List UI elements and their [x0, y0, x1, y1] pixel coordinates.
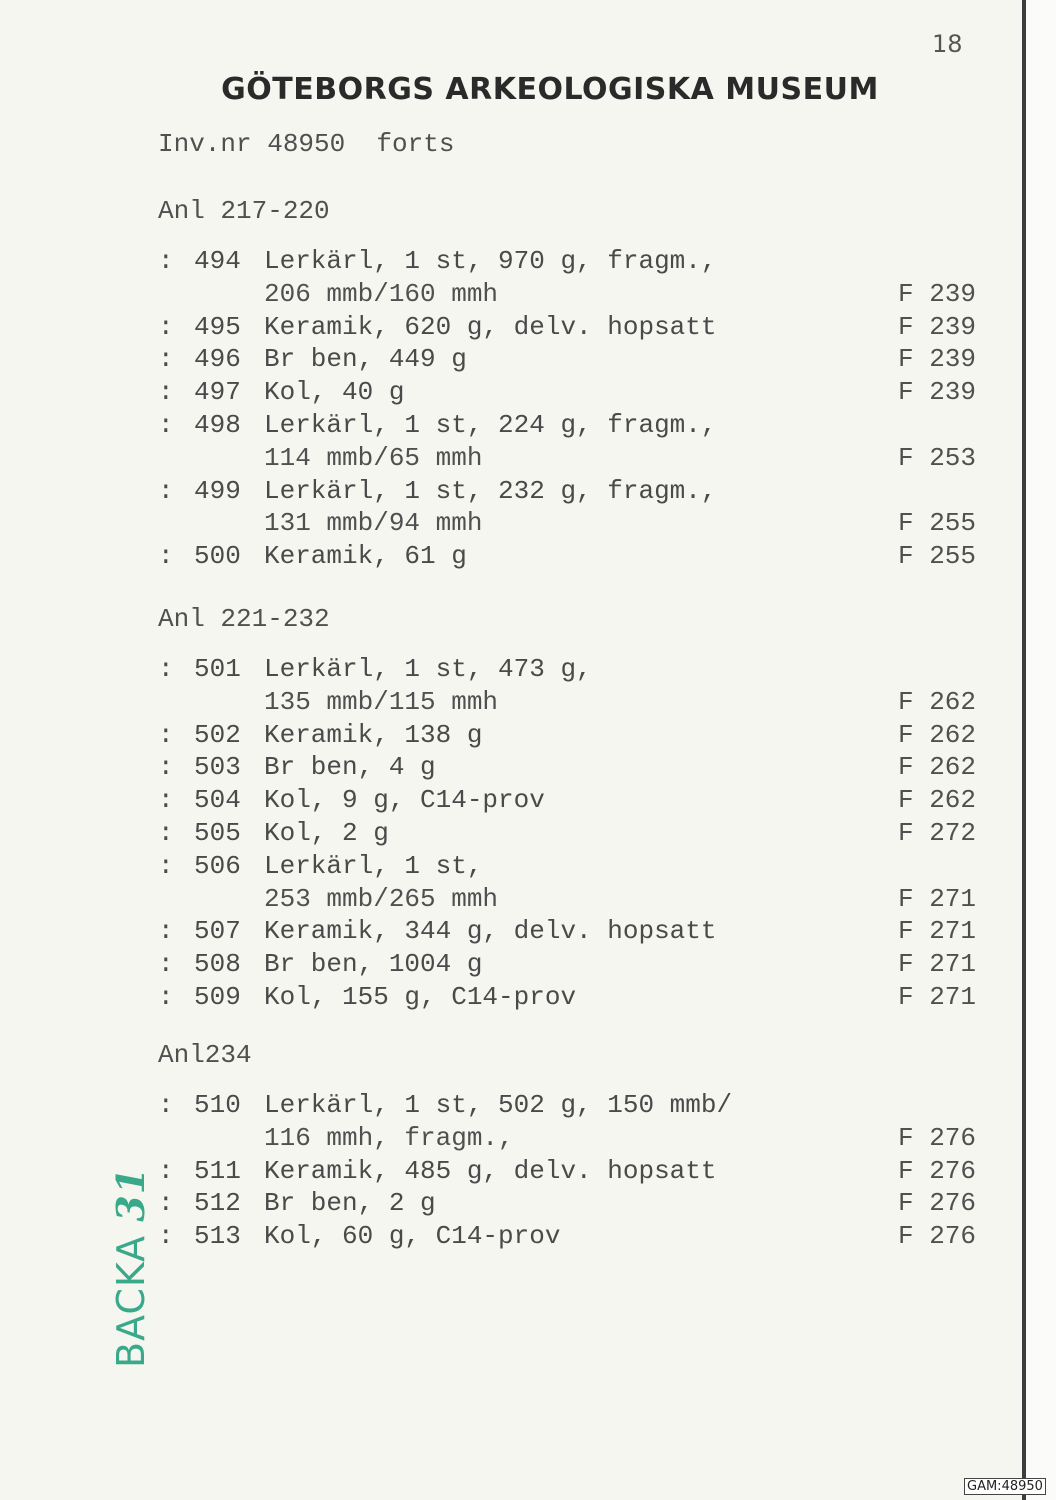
- row-colon: :: [158, 246, 174, 276]
- inventory-row: [158, 1090, 998, 1122]
- inventory-row: [158, 752, 998, 784]
- item-number: 513: [194, 1221, 241, 1251]
- inventory-row: [158, 720, 998, 752]
- row-colon: :: [158, 949, 174, 979]
- item-description: Kol, 155 g, C14-prov: [264, 982, 577, 1012]
- item-continuation: 114 mmb/65 mmh: [264, 443, 483, 473]
- row-colon: :: [158, 541, 174, 571]
- row-colon: :: [158, 1221, 174, 1251]
- item-number: 507: [194, 916, 241, 946]
- row-colon: :: [158, 1156, 174, 1186]
- item-description: Keramik, 485 g, delv. hopsatt: [264, 1156, 717, 1186]
- page-margin: [1026, 0, 1056, 1500]
- find-reference: F 276: [898, 1188, 977, 1218]
- find-reference: F 271: [898, 949, 977, 979]
- row-colon: :: [158, 1090, 174, 1120]
- find-reference: F 271: [898, 884, 977, 914]
- item-number: 512: [194, 1188, 241, 1218]
- item-description: Keramik, 620 g, delv. hopsatt: [264, 312, 717, 342]
- inventory-row: [158, 312, 998, 344]
- find-reference: F 276: [898, 1123, 977, 1153]
- find-reference: F 262: [898, 785, 977, 815]
- museum-header: GÖTEBORGS ARKEOLOGISKA MUSEUM: [221, 72, 879, 107]
- item-description: Kol, 60 g, C14-prov: [264, 1221, 561, 1251]
- item-continuation: 116 mmh, fragm.,: [264, 1123, 514, 1153]
- inventory-row: [158, 982, 998, 1014]
- item-continuation: 253 mmb/265 mmh: [264, 884, 499, 914]
- item-number: 505: [194, 818, 241, 848]
- item-description: Br ben, 1004 g: [264, 949, 483, 979]
- find-reference: F 272: [898, 818, 977, 848]
- find-reference: F 262: [898, 687, 977, 717]
- inventory-row: [158, 344, 998, 376]
- inventory-row: [158, 1221, 998, 1253]
- item-description: Lerkärl, 1 st, 502 g, 150 mmb/: [264, 1090, 733, 1120]
- item-description: Kol, 2 g: [264, 818, 389, 848]
- find-reference: F 276: [898, 1221, 977, 1251]
- backa-stamp: [108, 1167, 153, 1368]
- row-colon: :: [158, 344, 174, 374]
- inventory-row: [158, 377, 998, 409]
- row-colon: :: [158, 377, 174, 407]
- item-description: Lerkärl, 1 st,: [264, 851, 483, 881]
- inventory-row: [158, 246, 998, 278]
- find-reference: F 239: [898, 279, 977, 309]
- find-reference: F 255: [898, 541, 977, 571]
- item-number: 499: [194, 476, 241, 506]
- item-number: 497: [194, 377, 241, 407]
- find-reference: F 271: [898, 916, 977, 946]
- inventory-number: Inv.nr 48950 forts: [158, 129, 455, 159]
- find-reference: F 239: [898, 344, 977, 374]
- row-colon: :: [158, 312, 174, 342]
- page-number: 18: [932, 30, 963, 58]
- item-continuation: 135 mmb/115 mmh: [264, 687, 499, 717]
- row-colon: :: [158, 916, 174, 946]
- item-continuation: 131 mmb/94 mmh: [264, 508, 483, 538]
- item-number: 502: [194, 720, 241, 750]
- item-number: 501: [194, 654, 241, 684]
- item-number: 498: [194, 410, 241, 440]
- find-reference: F 271: [898, 982, 977, 1012]
- section-title: Anl 217-220: [158, 196, 330, 226]
- item-description: Keramik, 138 g: [264, 720, 483, 750]
- inventory-row: [158, 851, 998, 883]
- inventory-row: [158, 785, 998, 817]
- item-description: Br ben, 449 g: [264, 344, 467, 374]
- row-colon: :: [158, 476, 174, 506]
- item-number: 495: [194, 312, 241, 342]
- inventory-row: [158, 1156, 998, 1188]
- row-colon: :: [158, 752, 174, 782]
- find-reference: F 262: [898, 720, 977, 750]
- stamp-number: 31: [108, 1166, 153, 1222]
- item-number: 511: [194, 1156, 241, 1186]
- find-reference: F 262: [898, 752, 977, 782]
- find-reference: F 239: [898, 377, 977, 407]
- inventory-row: [158, 818, 998, 850]
- item-number: 503: [194, 752, 241, 782]
- row-colon: :: [158, 654, 174, 684]
- item-number: 506: [194, 851, 241, 881]
- item-number: 500: [194, 541, 241, 571]
- find-reference: F 276: [898, 1156, 977, 1186]
- item-description: Keramik, 344 g, delv. hopsatt: [264, 916, 717, 946]
- row-colon: :: [158, 410, 174, 440]
- inventory-row: [158, 410, 998, 442]
- inventory-row: [158, 1188, 998, 1220]
- item-continuation: 206 mmb/160 mmh: [264, 279, 499, 309]
- item-description: Lerkärl, 1 st, 224 g, fragm.,: [264, 410, 717, 440]
- item-description: Br ben, 4 g: [264, 752, 436, 782]
- item-description: Kol, 9 g, C14-prov: [264, 785, 545, 815]
- inventory-row: [158, 949, 998, 981]
- inventory-row: [158, 476, 998, 508]
- inventory-row: [158, 916, 998, 948]
- section-title: Anl 221-232: [158, 604, 330, 634]
- inventory-row: [158, 654, 998, 686]
- item-description: Br ben, 2 g: [264, 1188, 436, 1218]
- item-number: 510: [194, 1090, 241, 1120]
- item-description: Kol, 40 g: [264, 377, 405, 407]
- row-colon: :: [158, 1188, 174, 1218]
- item-number: 494: [194, 246, 241, 276]
- item-description: Lerkärl, 1 st, 473 g,: [264, 654, 592, 684]
- section-title: Anl234: [158, 1040, 252, 1070]
- item-number: 504: [194, 785, 241, 815]
- item-description: Keramik, 61 g: [264, 541, 467, 571]
- row-colon: :: [158, 851, 174, 881]
- find-reference: F 253: [898, 443, 977, 473]
- item-number: 508: [194, 949, 241, 979]
- find-reference: F 255: [898, 508, 977, 538]
- item-description: Lerkärl, 1 st, 232 g, fragm.,: [264, 476, 717, 506]
- catalog-id: GAM:48950: [964, 1478, 1046, 1495]
- item-description: Lerkärl, 1 st, 970 g, fragm.,: [264, 246, 717, 276]
- row-colon: :: [158, 982, 174, 1012]
- item-number: 509: [194, 982, 241, 1012]
- row-colon: :: [158, 818, 174, 848]
- item-number: 496: [194, 344, 241, 374]
- row-colon: :: [158, 720, 174, 750]
- stamp-text: BACKA: [109, 1234, 153, 1368]
- inventory-row: [158, 541, 998, 573]
- find-reference: F 239: [898, 312, 977, 342]
- row-colon: :: [158, 785, 174, 815]
